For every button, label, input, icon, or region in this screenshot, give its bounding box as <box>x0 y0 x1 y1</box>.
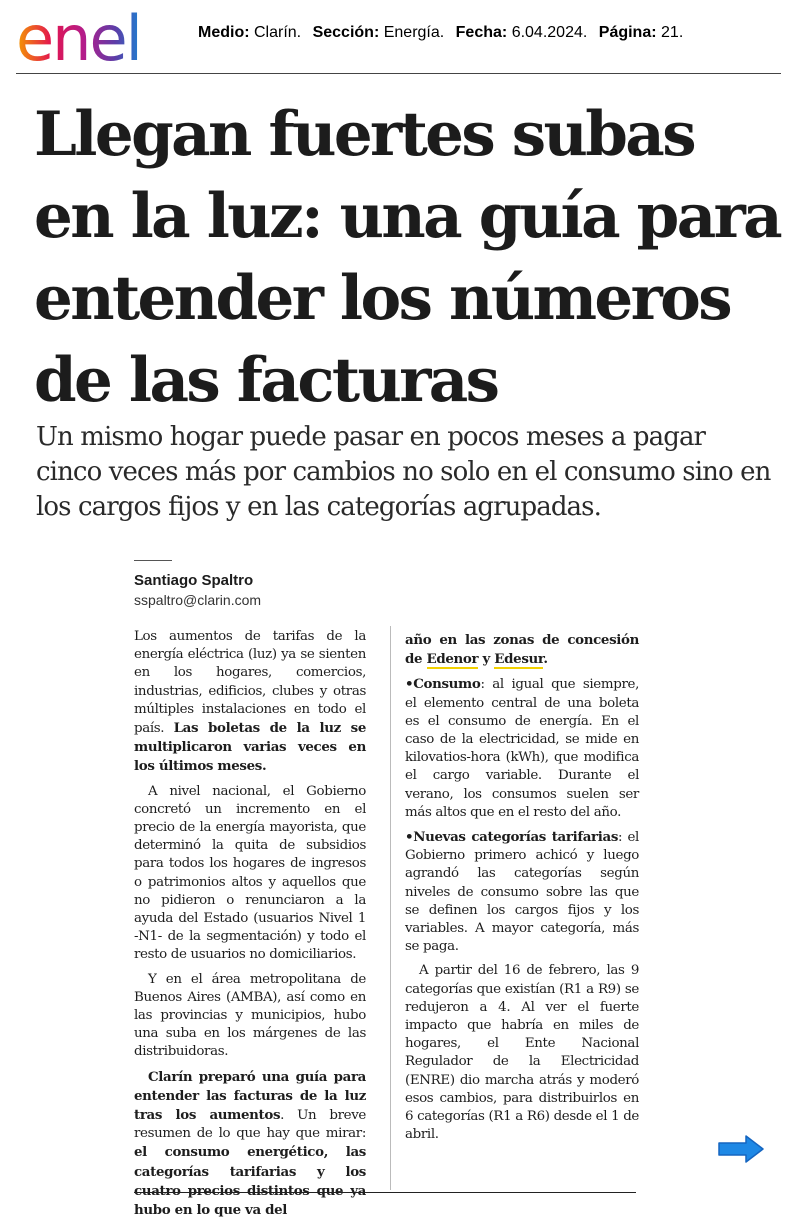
medio-value: Clarín. <box>254 24 302 41</box>
paragraph <box>405 675 639 822</box>
arrow-right-icon <box>716 1133 766 1165</box>
footer-divider <box>134 1192 636 1193</box>
author-name: Santiago Spaltro <box>134 572 254 589</box>
enel-logo-mark <box>16 2 178 75</box>
paragraph <box>405 828 639 956</box>
bullet-title-categorias: •Nuevas categorías tarifarias <box>405 829 619 846</box>
paragraph-bold: . <box>543 651 548 668</box>
fecha-value: 6.04.2024. <box>511 24 588 41</box>
enel-logo <box>16 2 178 75</box>
medio-label: Medio: <box>198 24 250 41</box>
paragraph <box>134 628 366 777</box>
article-column-right <box>405 631 639 1150</box>
paragraph-text: . Un breve resumen de lo que hay que mirar: <box>134 1108 366 1142</box>
byline-divider <box>134 560 172 561</box>
author-email: sspaltro@clarin.com <box>134 592 262 608</box>
paragraph: Y en el área metropolitana de Buenos Aires (AMBA), así como en las provincias y municipios, hubo una suba en los márgenes de las distribuidoras. <box>134 971 366 1060</box>
paragraph-bold: Clarín preparó una guía para entender las facturas de la luz tras los aumentos <box>134 1068 366 1124</box>
paragraph-text: Los aumentos de tarifas de la energía eléctrica (luz) ya se sienten en los hogares, comercios, industrias, edificios, clubes y otras múltiples instalaciones en todo el país. <box>134 629 366 737</box>
paragraph-text: : al igual que siempre, el elemento central de una boleta es el consumo de energía. En el caso de la electricidad, se mide en kilovatios-hora (kWh), que modifica el cargo variable. Durante el verano, los consumos suelen ser más altos que en el resto del año. <box>405 677 639 820</box>
paragraph-bold: y <box>478 651 495 668</box>
document-metadata <box>198 24 788 42</box>
header-divider <box>16 73 781 74</box>
article-subheadline: Un mismo hogar puede pasar en pocos meses a pagar cinco veces más por cambios no solo en el consumo sino en los cargos fijos y en las categorías agrupadas. <box>36 422 771 522</box>
article-headline: Llegan fuertes subas en la luz: una guía para entender los números de las facturas <box>34 99 781 416</box>
paragraph <box>405 631 639 669</box>
paragraph-bold: el consumo energético, las categorías tarifarias y los cuatro precios distintos que ya hubo en lo que va del <box>134 1144 366 1219</box>
pagina-label: Página: <box>598 24 657 41</box>
paragraph: A nivel nacional, el Gobierno concretó un incremento en el precio de la energía mayorista, que determinó la quita de subsidios para todos los hogares de ingresos o patrimonios altos y aquellos que no pidieron o renunciaron a la ayuda del Estado (usuarios Nivel 1 -N1- de la segmentación) y todo el resto de usuarios no domiciliarios. <box>134 783 366 963</box>
bullet-title-consumo: •Consumo <box>405 676 481 693</box>
paragraph <box>134 1068 366 1220</box>
fecha-label: Fecha: <box>455 24 508 41</box>
paragraph: A partir del 16 de febrero, las 9 categorías que existían (R1 a R9) se redujeron a 4. Al ver el fuerte impacto que habría en miles de hogares, el Ente Nacional Regulador de la Electricidad (ENRE) dio marcha atrás y moderó esos cambios, para distribuirlos en 6 categorías (R1 a R6) desde el 1 de abril. <box>405 963 639 1143</box>
paragraph-bold: Las boletas de la luz se multiplicaron varias veces en los últimos meses. <box>134 720 366 775</box>
highlight-edesur: Edesur <box>494 651 544 668</box>
next-page-button[interactable] <box>716 1133 766 1165</box>
paragraph-text: : el Gobierno primero achicó y luego agrandó las categorías según niveles de consumo sobre las que se definen los cargos fijos y los variables. A mayor categoría, más se paga. <box>405 830 639 955</box>
column-divider <box>390 626 391 1190</box>
seccion-label: Sección: <box>312 24 380 41</box>
highlight-edenor: Edenor <box>426 651 479 668</box>
seccion-value: Energía. <box>383 24 445 41</box>
article-column-left <box>134 628 366 1219</box>
pagina-value: 21. <box>661 24 684 41</box>
paragraph-bold: año en las zonas de concesión de <box>405 632 639 668</box>
svg-text:enel: enel <box>16 2 141 75</box>
